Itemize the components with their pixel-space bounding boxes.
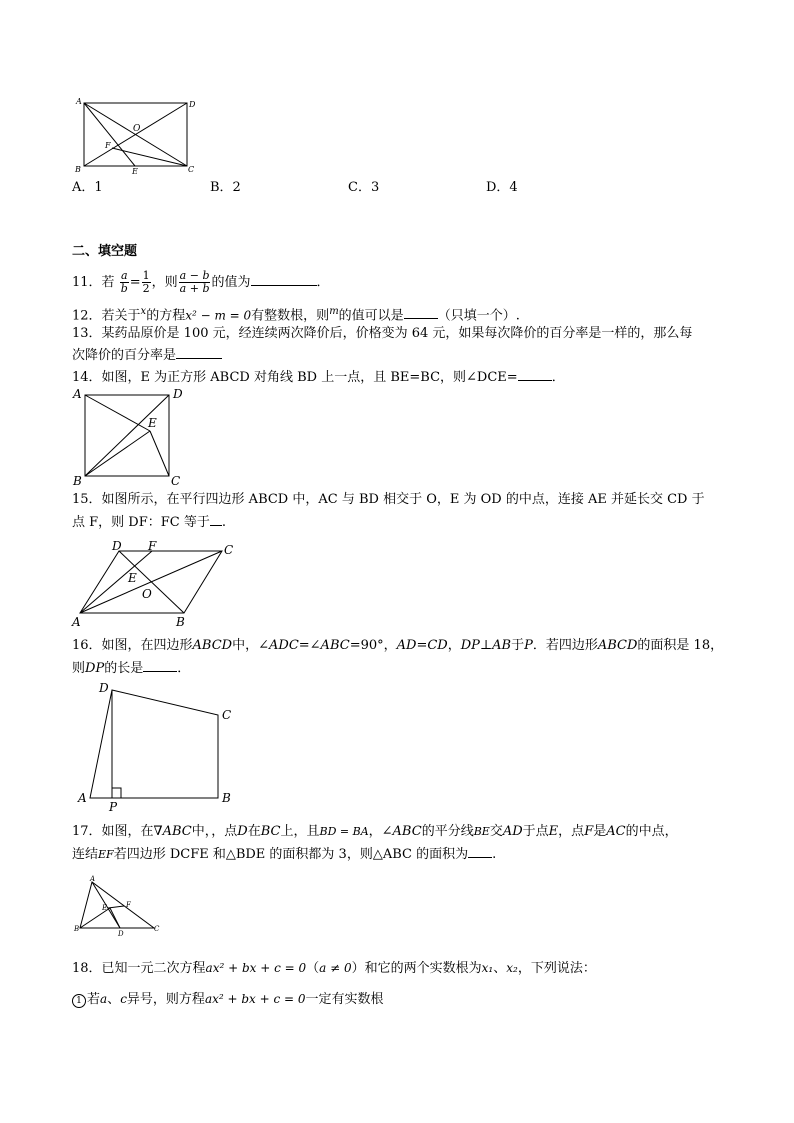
answer-blank [251,272,317,286]
q10-option-b: B．2 [210,180,241,195]
label-a: A [90,875,96,883]
answer-blank [210,512,222,526]
section-title: 二、填空题 [72,244,138,259]
question-16-line-2: 则DP的长是 ． [72,658,190,679]
answer-blank [176,345,222,359]
label-d: D [189,100,196,109]
question-17-line-1: 17．如图，在∇ABC中，，点D在BC上，且BD = BA，∠ABC的平分线BE交AD于点E，点F是AC的中点， [72,824,678,839]
label-a: A [76,97,82,106]
label-c: C [224,543,234,557]
figure-q17-triangle [70,872,166,936]
q10-option-d: D．4 [486,180,518,195]
label-b: B [74,925,80,933]
label-f: F [126,901,131,909]
question-12: 12．若关于$^x$的方程x² − m = 0有整数根，则$^m$的值可以是 （只填一个）. [72,306,520,324]
question-11: 11．若 $\frac{a}{b}$ = $\frac{1}{2}$ ，则 $\frac{a - b}{a + b}$ 的值为 ． [72,269,330,295]
answer-blank [518,367,552,381]
figure-q15-parallelogram [70,536,242,630]
question-16-line-1: 16．如图，在四边形ABCD中，∠ADC=∠ABC=90°，AD=CD，DP⊥AB于P．若四边形ABCD的面积是 18， [72,638,724,653]
question-14: 14．如图，E 为正方形 ABCD 对角线 BD 上一点，且 BE=BC，则∠DCE= ． [72,367,565,388]
label-a: A [72,615,81,629]
label-d: D [99,681,109,695]
question-13-line-2: 次降价的百分率是 [72,345,222,366]
question-15-line-1: 15．如图所示，在平行四边形 ABCD 中，AC 与 BD 相交于 O，E 为 OD 的中点，连接 AE 并延长交 CD 于 [72,492,705,507]
label-c: C [188,165,195,174]
label-c: C [222,708,232,722]
label-b: B [75,165,81,174]
label-f: F [105,141,111,150]
label-e: E [132,167,138,176]
q10-option-a: A．1 [72,180,103,195]
question-15-line-2: 点 F，则 DF：FC 等于 . [72,512,226,533]
label-e: E [102,904,108,912]
figure-q10-rectangle [70,96,210,180]
label-f: F [148,539,157,553]
question-17-line-2: 连结EF若四边形 DCFE 和△BDE 的面积都为 3，则△ABC 的面积为 . [72,844,496,865]
question-18-statement-1: 1 若a、c异号，则方程ax² + bx + c = 0一定有实数根 [72,989,384,1010]
label-a: A [73,387,82,401]
label-e: E [128,571,137,585]
answer-blank [143,658,177,672]
label-p: P [109,800,118,812]
label-a: A [78,791,87,805]
label-o: O [133,124,141,134]
label-b: B [73,474,82,486]
label-e: E [148,416,157,430]
question-18: 18．已知一元二次方程ax² + bx + c = 0（a ≠ 0）和它的两个实数根为x₁、x₂，下列说法： [72,961,596,976]
answer-blank [468,844,492,858]
label-d: D [112,539,122,553]
label-c: C [154,925,160,933]
figure-q16-quadrilateral [70,678,246,812]
answer-blank [404,305,438,319]
label-d: D [173,387,183,401]
question-13-line-1: 13．某药品原价是 100 元，经连续两次降价后，价格变为 64 元，如果每次降价的百分率是一样的，那么每 [72,326,693,341]
label-d: D [118,930,124,936]
label-b: B [222,791,231,805]
label-b: B [176,615,185,629]
figure-q14-square [70,386,186,486]
q10-option-c: C．3 [348,180,380,195]
label-c: C [171,474,181,486]
label-o: O [142,587,152,601]
